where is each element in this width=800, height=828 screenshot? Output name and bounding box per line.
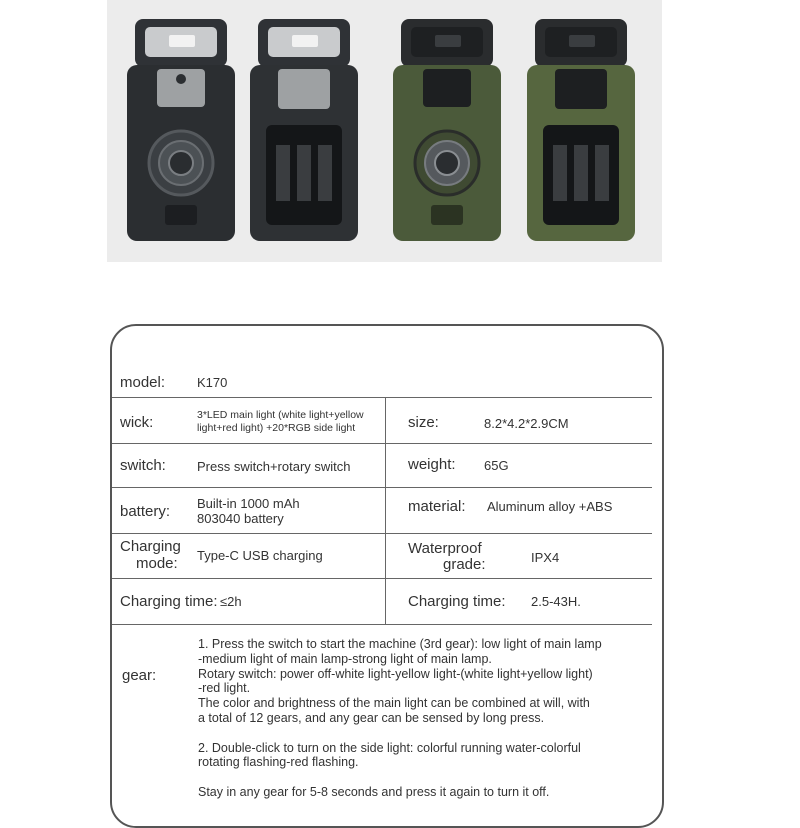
charging-time-2-label: Charging time: [408,593,506,610]
switch-value: Press switch+rotary switch [197,459,351,474]
charging-mode-label-line2: mode: [136,555,178,572]
black-lamp-back-image [248,15,360,243]
waterproof-label-line2: grade: [443,556,486,573]
wick-label: wick: [120,414,154,431]
row-divider [112,578,652,579]
waterproof-label-line1: Waterproof [408,540,482,557]
charging-time-2-value: 2.5-43H. [531,594,581,609]
battery-value-line1: Built-in 1000 mAh [197,496,300,511]
switch-label: switch: [120,457,166,474]
green-lamp-front-image [391,15,503,243]
charging-mode-value: Type-C USB charging [197,548,323,563]
black-lamp-front-image [125,15,237,243]
green-lamp-back-image [525,15,637,243]
battery-label: battery: [120,503,171,520]
charging-time-label: Charging time: [120,593,218,610]
size-value: 8.2*4.2*2.9CM [484,416,569,431]
wick-value-line2: light+red light) +20*RGB side light [197,422,356,434]
weight-label: weight: [408,456,456,473]
charging-mode-label-line1: Charging [120,538,181,555]
row-divider [112,397,652,398]
charging-time-value: ≤2h [220,594,242,609]
size-label: size: [408,414,439,431]
gear-label: gear: [122,667,157,684]
material-value: Aluminum alloy +ABS [487,499,613,514]
row-divider [112,624,652,625]
wick-value-line1: 3*LED main light (white light+yellow [197,409,364,421]
weight-value: 65G [484,458,509,473]
column-divider [385,398,386,624]
row-divider [112,487,652,488]
waterproof-value: IPX4 [531,550,560,565]
product-photo [107,0,662,262]
battery-value-line2: 803040 battery [197,511,284,526]
row-divider [112,443,652,444]
model-value: K170 [197,375,228,390]
material-label: material: [408,498,466,515]
gear-description: 1. Press the switch to start the machine (3rd gear): low light of main lamp -medium light of main lamp-strong light of main lamp. Rotary switch: power off-white light-yellow light-(white light+yellow light) -red light. The color and brightness of the main light can be combined at will, with a total of 12 gears, and any gear can be sensed by long press. 2. Double-click to turn on the side light: colorful running water-colorful rotating flashing-red flashing. Stay in any gear for 5-8 seconds and press it again to turn it off. [198,637,602,799]
row-divider [112,533,652,534]
model-label: model: [120,374,166,391]
